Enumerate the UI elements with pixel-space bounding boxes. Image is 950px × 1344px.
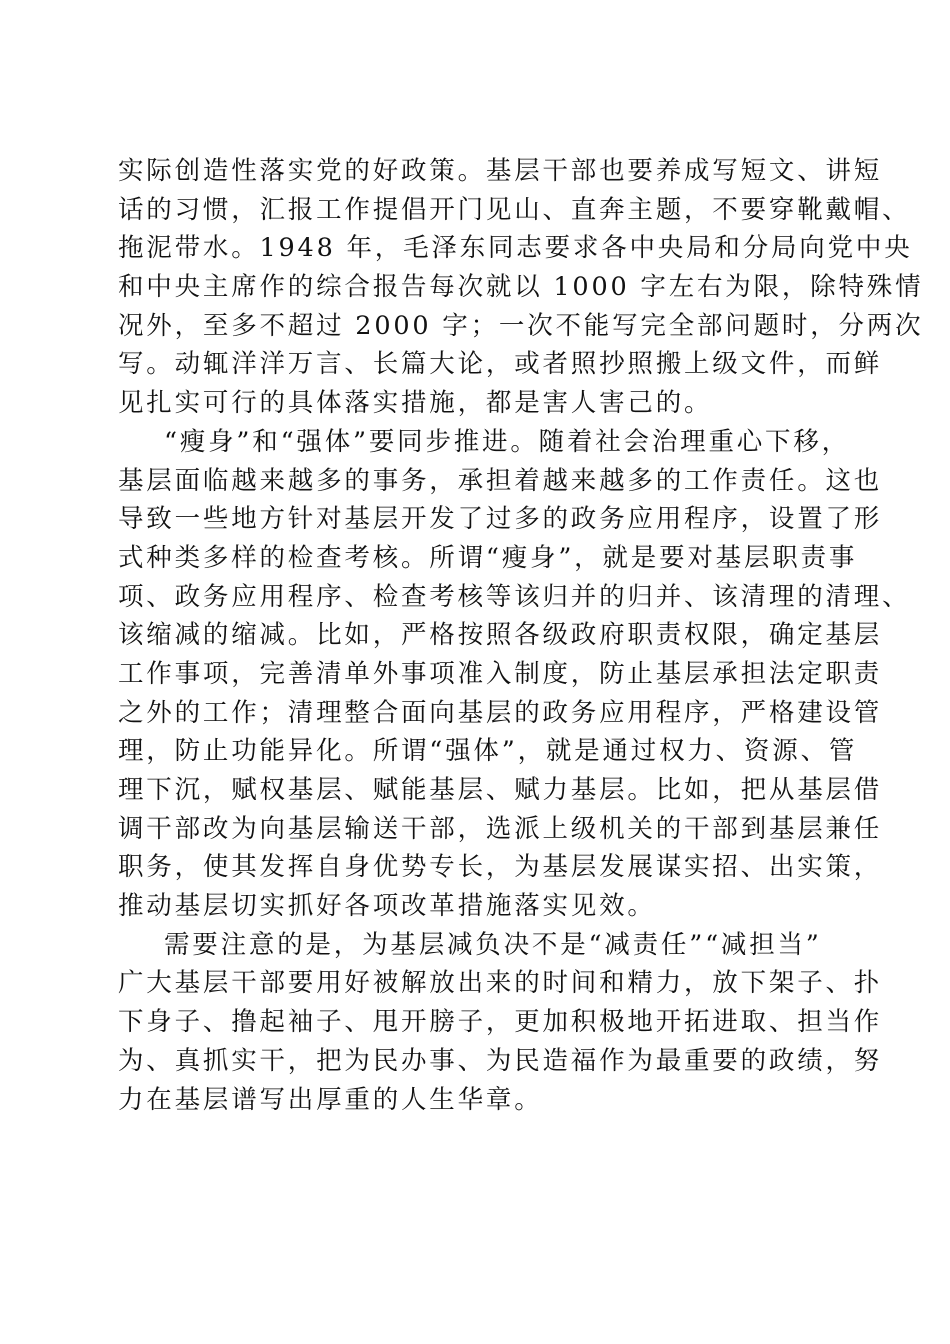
text-line: 该缩减的缩减。比如，严格按照各级政府职责权限，确定基层 bbox=[118, 620, 883, 651]
text-line: 项、政务应用程序、检查考核等该归并的归并、该清理的清理、 bbox=[118, 581, 911, 612]
text-line: 为、真抓实干，把为民办事、为民造福作为最重要的政绩，努 bbox=[118, 1045, 883, 1076]
paragraph-start-line: “瘦身”和“强体”要同步推进。随着社会治理重心下移， bbox=[164, 426, 850, 457]
text-line: 工作事项，完善清单外事项准入制度，防止基层承担法定职责 bbox=[118, 658, 883, 689]
text-line: 写。动辄洋洋万言、长篇大论，或者照抄照搬上级文件，而鲜 bbox=[118, 349, 883, 380]
text-line: 职务，使其发挥自身优势专长，为基层发展谋实招、出实策， bbox=[118, 852, 883, 883]
text-line: 话的习惯，汇报工作提倡开门见山、直奔主题，不要穿靴戴帽、 bbox=[118, 194, 911, 225]
text-line: 推动基层切实抓好各项改革措施落实见效。 bbox=[118, 891, 656, 922]
text-line: 基层面临越来越多的事务，承担着越来越多的工作责任。这也 bbox=[118, 465, 883, 496]
text-line: 下身子、撸起袖子、甩开膀子，更加积极地开拓进取、担当作 bbox=[118, 1007, 883, 1038]
text-line: 式种类多样的检查考核。所谓“瘦身”，就是要对基层职责事 bbox=[118, 542, 858, 573]
text-line: 理下沉，赋权基层、赋能基层、赋力基层。比如，把从基层借 bbox=[118, 775, 883, 805]
text-line: 导致一些地方针对基层开发了过多的政务应用程序，设置了形 bbox=[118, 504, 883, 535]
text-line: 力在基层谱写出厚重的人生华章。 bbox=[118, 1084, 543, 1115]
text-line: 况外，至多不超过 2000 字；一次不能写完全部问题时，分两次 bbox=[118, 310, 924, 341]
text-line: 之外的工作；清理整合面向基层的政务应用程序，严格建设管 bbox=[118, 697, 883, 728]
text-line: 理，防止功能异化。所谓“强体”，就是通过权力、资源、管 bbox=[118, 736, 858, 767]
text-line: 和中央主席作的综合报告每次就以 1000 字左右为限，除特殊情 bbox=[118, 272, 924, 303]
text-line: 调干部改为向基层输送干部，选派上级机关的干部到基层兼任 bbox=[118, 813, 883, 844]
body-text bbox=[118, 152, 924, 1119]
text-line: 广大基层干部要用好被解放出来的时间和精力，放下架子、扑 bbox=[118, 968, 883, 999]
text-line: 见扎实可行的具体落实措施，都是害人害己的。 bbox=[118, 388, 713, 419]
paragraph-start-line: 需要注意的是，为基层减负决不是“减责任”“减担当” bbox=[164, 929, 822, 960]
text-line: 实际创造性落实党的好政策。基层干部也要养成写短文、讲短 bbox=[118, 156, 883, 186]
text-line: 拖泥带水。1948 年，毛泽东同志要求各中央局和分局向党中央 bbox=[118, 233, 913, 264]
